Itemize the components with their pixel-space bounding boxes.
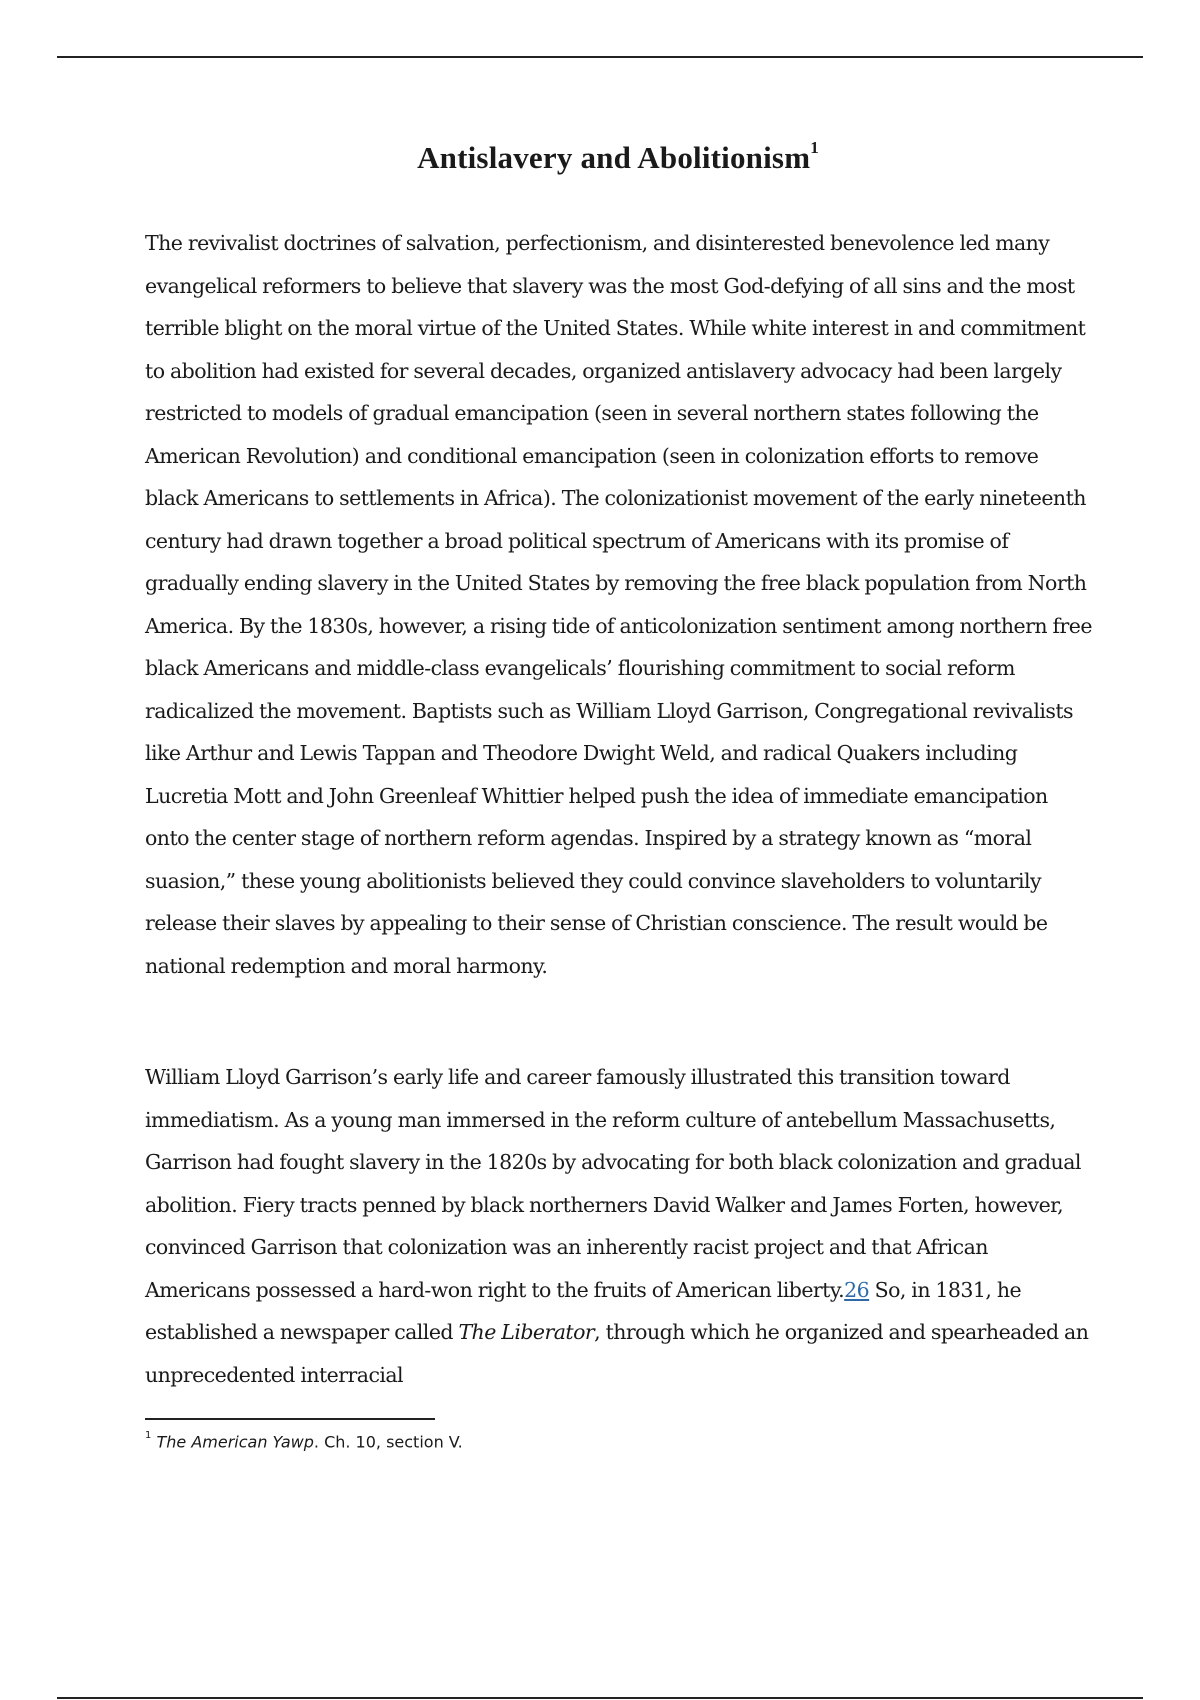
footnote-link-26[interactable]: 26 (844, 1277, 870, 1302)
paragraph-2-text-end: , through which he organized and spearheaded an unprecedented interracial (145, 1320, 1089, 1387)
newspaper-title: The Liberator (458, 1320, 595, 1344)
page-header-rule (57, 56, 1143, 58)
document-title (0, 137, 1200, 176)
footnote-separator (145, 1418, 435, 1420)
footnote-1 (145, 1428, 463, 1453)
body-paragraph-1: The revivalist doctrines of salvation, perfectionism, and disinterested benevolence led many evangelical reformers to believe that slavery was the most God-defying of all sins and the most terrible blight on the moral virtue of the United States. While white interest in and commitment to abolition had existed for several decades, organized antislavery advocacy had been largely restricted to models of gradual emancipation (seen in several northern states following the American Revolution) and conditional emancipation (seen in colonization efforts to remove black Americans to settlements in Africa). The colonizationist movement of the early nineteenth century had drawn together a broad political spectrum of Americans with its promise of gradually ending slavery in the United States by removing the free black population from North America. By the 1830s, however, a rising tide of anticolonization sentiment among northern free black Americans and middle-class evangelicals’ flourishing commitment to social reform radicalized the movement. Baptists such as William Lloyd Garrison, Congregational revivalists like Arthur and Lewis Tappan and Theodore Dwight Weld, and radical Quakers including Lucretia Mott and John Greenleaf Whittier helped push the idea of immediate emancipation onto the center stage of northern reform agendas. Inspired by a strategy known as “moral suasion,” these young abolitionists believed they could convince slaveholders to voluntarily release their slaves by appealing to their sense of Christian conscience. The result would be national redemption and moral harmony. (145, 231, 1092, 978)
body-paragraph-2 (145, 1056, 1093, 1396)
footnote-source-title: The American Yawp (156, 1432, 314, 1452)
footnote-marker: 1 (145, 1430, 152, 1441)
title-footnote-marker[interactable]: 1 (810, 137, 819, 157)
document-title-text: Antislavery and Abolitionism (417, 140, 811, 175)
paragraph-2-text-mid: So, in 1831, he established a newspaper called (145, 1277, 1022, 1344)
footnote-citation: . Ch. 10, section V. (313, 1432, 463, 1452)
paragraph-2-text-start: William Lloyd Garrison’s early life and career famously illustrated this transition toward immediatism. As a young man immersed in the reform culture of antebellum Massachusetts, Garrison had fought slavery in the 1820s by advocating for both black colonization and gradual abolition. Fiery tracts penned by black northerners David Walker and James Forten, however, convinced Garrison that colonization was an inherently racist project and that African Americans possessed a hard-won right to the fruits of American liberty. (145, 1065, 1081, 1302)
page-footer-rule (57, 1697, 1143, 1699)
